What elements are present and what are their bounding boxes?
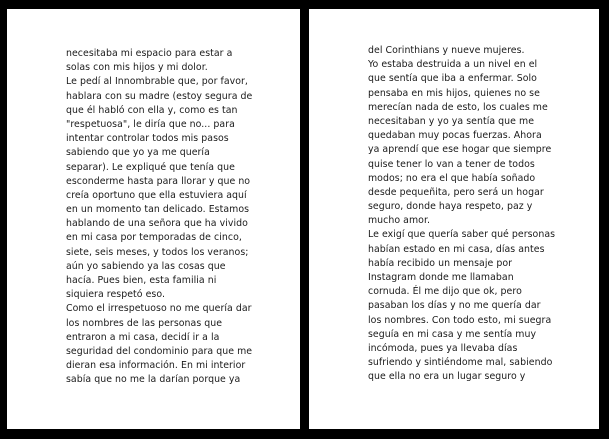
text-line: siete, seis meses, y todos los veranos; <box>66 246 249 258</box>
text-line: habían estado en mi casa, días antes <box>368 243 545 255</box>
text-line: seguro, donde haya respeto, paz y <box>368 201 533 213</box>
text-line: ya aprendí que ese hogar que siempre <box>368 144 552 156</box>
text-line: había recibido un mensaje por <box>368 257 513 269</box>
text-line: pensaba en mis hijos, quienes no se <box>368 87 540 99</box>
text-line: seguía en mi casa y me sentía muy <box>368 328 537 340</box>
text-line: aún yo sabiendo ya las cosas que <box>66 260 226 272</box>
text-line: del Corinthians y nueve mujeres. <box>368 45 525 56</box>
text-line: esconderme hasta para llorar y que no <box>66 175 251 187</box>
text-line: pasaban los días y no me quería dar <box>368 300 541 312</box>
text-line: hablara con su madre (estoy segura de <box>66 90 253 102</box>
right-page <box>309 9 599 429</box>
text-line: en un momento tan delicado. Estamos <box>66 204 250 216</box>
text-line: sabiendo que yo ya me quería <box>66 147 210 159</box>
text-line: los nombres. Con todo esto, mi suegra <box>368 314 552 326</box>
text-line: que sentía que iba a enfermar. Solo <box>368 73 537 85</box>
text-line: que ella no era un lugar seguro y <box>368 371 526 383</box>
text-line: quise tener lo van a tener de todos <box>368 158 535 170</box>
text-line: creía oportuno que ella estuviera aquí <box>66 189 247 201</box>
text-line: incómoda, pues ya llevaba días <box>368 342 518 354</box>
text-line: merecían nada de esto, los cuales me <box>368 101 548 113</box>
text-line: necesitaba mi espacio para estar a <box>66 48 233 59</box>
text-line: siquiera respetó eso. <box>66 289 165 301</box>
text-line: intentar controlar todos mis pasos <box>66 133 229 145</box>
text-line: seguridad del condominio para que me <box>66 345 253 357</box>
text-line: que él habló con ella y, como es tan <box>66 104 238 116</box>
text-line: Le pedí al Innombrable que, por favor, <box>66 76 248 88</box>
left-page <box>7 9 300 429</box>
text-line: hacía. Pues bien, esta familia ni <box>66 275 217 286</box>
text-line: separar). Le expliqué que tenía que <box>66 161 235 173</box>
text-line: Instagram donde me llamaban <box>368 272 514 283</box>
text-line: en mi casa por temporadas de cinco, <box>66 232 242 244</box>
text-line: entraron a mi casa, decidí ir a la <box>66 331 220 343</box>
left-page-text <box>66 47 253 388</box>
text-line: modos; no era el que había soñado <box>368 172 536 184</box>
text-line: Le exigí que quería saber qué personas <box>368 229 556 241</box>
text-line: quedaban muy pocas fuerzas. Ahora <box>368 130 542 142</box>
text-line: mucho amor. <box>368 215 431 227</box>
text-line: "respetuosa", le diría que no... para <box>66 118 235 130</box>
text-line: hablando de una señora que ha vivido <box>66 218 248 230</box>
text-line: solas con mis hijos y mi dolor. <box>66 62 208 74</box>
text-line: sabía que no me la darían porque ya <box>66 374 241 386</box>
text-line: sufriendo y sintiéndome mal, sabiendo <box>368 357 553 369</box>
right-page-text <box>368 44 558 385</box>
text-line: Yo estaba destruida a un nivel en el <box>368 59 538 71</box>
text-line: necesitaban y yo ya sentía que me <box>368 115 535 127</box>
text-line: dieran esa información. En mi interior <box>66 360 246 372</box>
text-line: los nombres de las personas que <box>66 317 223 329</box>
text-line: Como el irrespetuoso no me quería dar <box>66 303 252 315</box>
text-line: cornuda. Él me dijo que ok, pero <box>368 286 522 298</box>
text-line: desde pequeñita, pero será un hogar <box>368 186 544 198</box>
